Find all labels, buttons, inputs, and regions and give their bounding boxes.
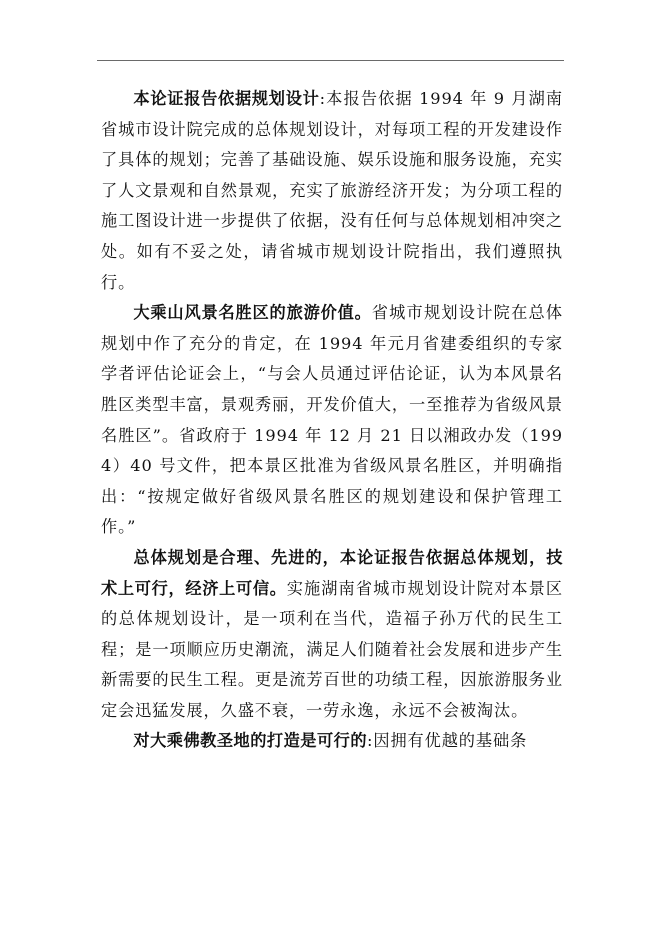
paragraph-lead: 本论证报告依据规划设计: [133, 89, 320, 108]
paragraph-text: 实施湖南省城市规划设计院对本景区的总体规划设计，是一项利在当代，造福子孙万代的民生工程；是一项顺应历史潮流，满足人们随着社会发展和进步产生新需要的民生工程。更是流芳百世的功绩工程，因旅游服务业定会迅猛发展，久盛不衰，一劳永逸，永远不会被淘汰。: [101, 578, 564, 720]
document-body: [101, 84, 563, 757]
paragraph-planning-basis: [101, 84, 563, 298]
header-rule: [97, 60, 564, 61]
paragraph-lead: 大乘山风景名胜区的旅游价值。: [133, 303, 372, 323]
paragraph-lead: 对大乘佛教圣地的打造是可行的: [133, 731, 368, 751]
paragraph-text: :因拥有优越的基础条: [367, 731, 528, 751]
paragraph-text: 省城市规划设计院在总体规划中作了充分的肯定，在 1994 年元月省建委组织的专家学者评估论证会上，“与会人员通过评估论证，认为本风景名胜区类型丰富，景观秀丽，开发价值大，一至推荐为省级风景名胜区”。省政府于 1994 年 12 月 21 日以湘政办发（1994）40 号文件，把本景区批准为省级风景名胜区，并明确指出：“按规定做好省级风景名胜区的规划建设和保护管理工作。”: [101, 303, 564, 537]
paragraph-feasibility: [101, 543, 563, 727]
paragraph-lead: 总体规划是合理、先进的，本论证报告依据总体规划，技术上可行，经济上可信。: [101, 547, 563, 598]
paragraph-buddhist-site: [101, 726, 563, 757]
paragraph-tourism-value: [101, 298, 563, 543]
paragraph-text: :本报告依据 1994 年 9 月湖南省城市设计院完成的总体规划设计，对每项工程的开发建设作了具体的规划；完善了基础设施、娱乐设施和服务设施，充实了人文景观和自然景观，充实了旅游经济开发；为分项工程的施工图设计进一步提供了依据，没有任何与总体规划相冲突之处。如有不妥之处，请省城市规划设计院指出，我们遵照执行。: [101, 89, 563, 292]
